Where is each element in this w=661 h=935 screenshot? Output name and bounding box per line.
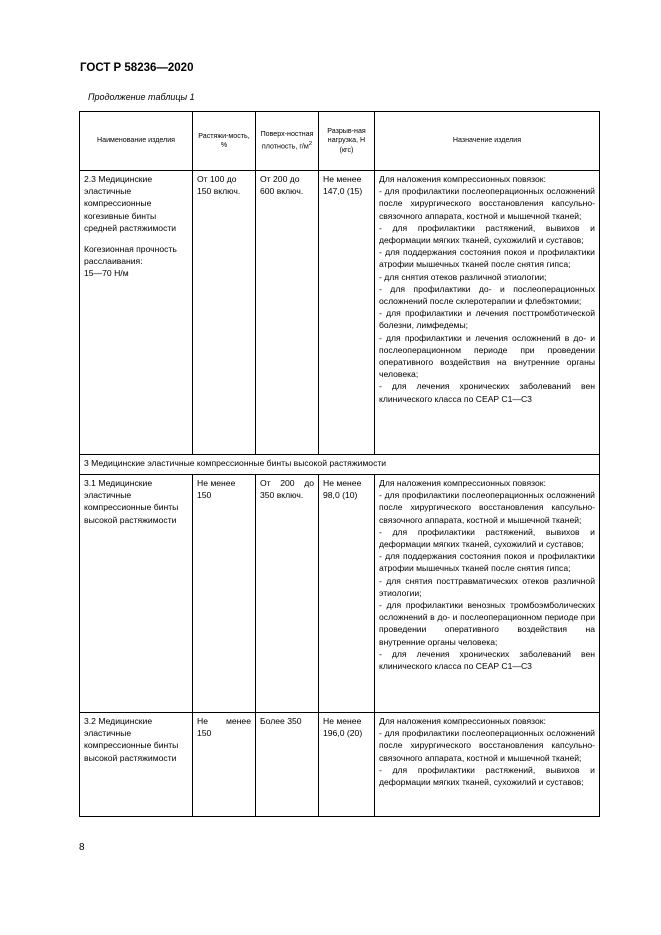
purpose-item: - для профилактики венозных тромбоэмболических осложнений в до- и послеоперационном периоде при проведении оперативного воздействия на внутренние органы человека; [379, 600, 595, 647]
column-header-name: Наименование изделия [80, 112, 193, 171]
product-name-cell [80, 713, 193, 817]
purpose-item: - для поддержания состояния покоя и профилактики атрофии мышечных тканей после снятия гипса; [379, 551, 595, 574]
purpose-item: - для профилактики до- и послеоперационных осложнений после склеротерапии и флебэктомии; [379, 283, 595, 307]
stretch-cell: От 100 до 150 включ. [193, 171, 256, 455]
purpose-item: - для профилактики и лечения посттромботической болезни, лимфедемы; [379, 308, 595, 331]
purpose-item: - для профилактики послеоперационных осложнений после хирургического восстановления капсульно-связочного аппарата, костной и мышечной тканей; [379, 490, 595, 525]
load-cell: Не менее 98,0 (10) [319, 475, 375, 713]
purpose-item: - для профилактики растяжений, вывихов и деформации мягких тканей, сухожилий и суставов; [379, 222, 595, 246]
product-name: 3.2 Медицинские эластичные компрессионные бинты высокой растяжимости [84, 716, 179, 763]
purpose-intro: Для наложения компрессионных повязок: [379, 174, 546, 184]
purpose-cell [375, 713, 600, 817]
table-row [80, 475, 600, 713]
cohesion-strength-value: 15—70 Н/м [84, 268, 129, 279]
load-cell: Не менее 147,0 (15) [319, 171, 375, 455]
density-cell: Более 350 [256, 713, 319, 817]
product-name-cell [80, 171, 193, 455]
density-cell: От 200 до 600 включ. [256, 171, 319, 455]
purpose-intro: Для наложения компрессионных повязок: [379, 478, 546, 488]
density-header-text: Поверх-ностная плотность, г/м [260, 130, 314, 151]
product-name-cell [80, 475, 193, 713]
purpose-cell [375, 171, 600, 455]
section-row [80, 455, 600, 475]
purpose-item: - для снятия отеков различной этиологии; [379, 271, 547, 282]
purpose-item: - для лечения хронических заболеваний вен клинического класса по CEAP С1—С3 [379, 648, 595, 672]
page-number: 8 [79, 842, 85, 853]
column-header-stretch: Растяжи-мость, % [193, 112, 256, 171]
column-header-purpose: Назначение изделия [375, 112, 600, 171]
section-title: 3 Медицинские эластичные компрессионные бинты высокой растяжимости [80, 455, 600, 475]
purpose-item: - для профилактики и лечения осложнений в до- и послеоперационном периоде при проведении оперативного воздействия на внутренние органы человека; [379, 332, 595, 380]
standard-title: ГОСТ Р 58236—2020 [80, 62, 194, 74]
product-name: 3.1 Медицинские эластичные компрессионные бинты высокой растяжимости [84, 478, 179, 525]
stretch-cell: Не менее 150 [193, 475, 256, 713]
specification-table [79, 111, 600, 817]
column-header-density [256, 112, 319, 171]
purpose-item: - для лечения хронических заболеваний вен клинического класса по CEAP С1—С3 [379, 381, 595, 404]
purpose-item: - для поддержания состояния покоя и профилактики атрофии мышечных тканей после снятия гипса; [379, 247, 595, 270]
cohesion-strength-label: Когезионная прочность расслаивания: [84, 244, 177, 267]
load-cell: Не менее 196,0 (20) [319, 713, 375, 817]
purpose-item: - для снятия посттравматических отеков различной этиологии; [379, 575, 595, 598]
purpose-item: - для профилактики растяжений, вывихов и деформации мягких тканей, сухожилий и суставов; [379, 764, 595, 788]
table-row [80, 171, 600, 455]
purpose-item: - для профилактики послеоперационных осложнений после хирургического восстановления капсульно-связочного аппарата, костной и мышечной тканей; [379, 186, 595, 221]
table-row [80, 713, 600, 817]
table-continuation-label: Продолжение таблицы 1 [88, 92, 195, 102]
purpose-cell [375, 475, 600, 713]
table-header-row [80, 112, 600, 171]
density-header-superscript: 2 [308, 140, 313, 147]
column-header-load: Разрыв-ная нагрузка, Н (кгс) [319, 112, 375, 171]
purpose-item: - для профилактики послеоперационных осложнений после хирургического восстановления капсульно-связочного аппарата, костной и мышечной тканей; [379, 728, 595, 763]
density-cell: От 200 до 350 включ. [256, 475, 319, 713]
stretch-cell: Не менее 150 [193, 713, 256, 817]
product-name: 2.3 Медицинские эластичные компрессионные когезивные бинты средней растяжимости [84, 174, 177, 233]
purpose-intro: Для наложения компрессионных повязок: [379, 716, 546, 726]
purpose-item: - для профилактики растяжений, вывихов и деформации мягких тканей, сухожилий и суставов; [379, 526, 595, 550]
